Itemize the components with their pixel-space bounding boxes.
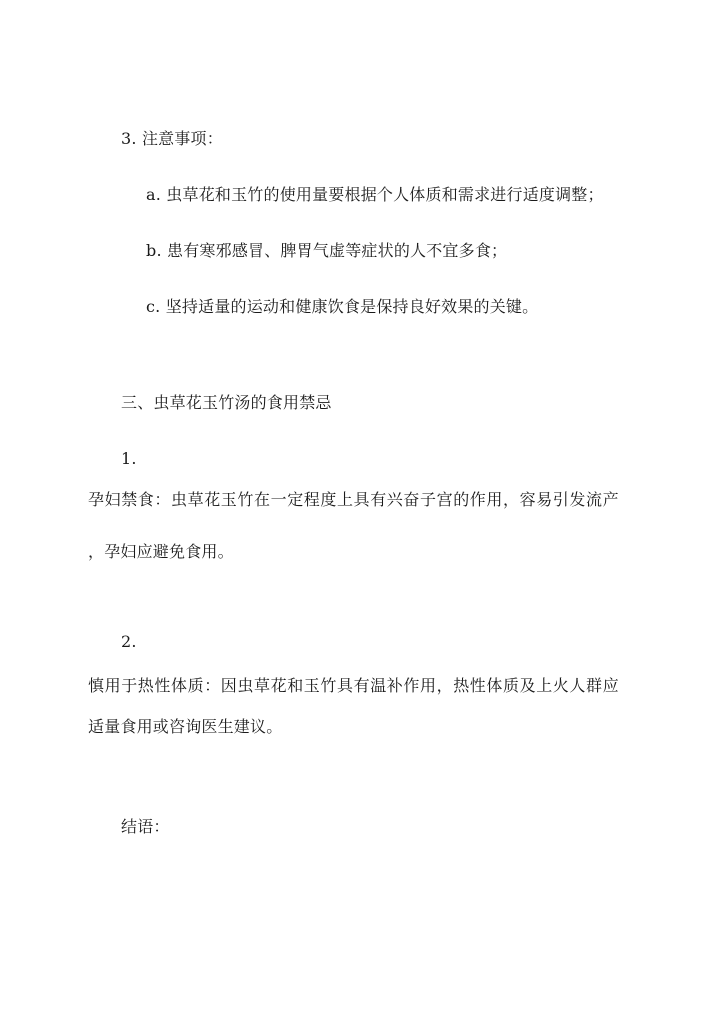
point-1-text-line-1: 孕妇禁食：虫草花玉竹在一定程度上具有兴奋子宫的作用，容易引发流产 — [88, 490, 620, 509]
note-item-a: a. 虫草花和玉竹的使用量要根据个人体质和需求进行适度调整； — [146, 185, 604, 204]
point-2-text-line-2: 适量食用或咨询医生建议。 — [88, 717, 283, 736]
point-1-text-line-2: ，孕妇应避免食用。 — [88, 542, 234, 561]
note-item-c: c. 坚持适量的运动和健康饮食是保持良好效果的关键。 — [146, 297, 539, 316]
conclusion-label: 结语： — [121, 817, 170, 836]
point-1-number: 1. — [121, 449, 137, 468]
section-3-title: 3. 注意事项： — [121, 129, 223, 148]
point-2-number: 2. — [121, 632, 137, 651]
point-2-text-line-1: 慎用于热性体质：因虫草花和玉竹具有温补作用，热性体质及上火人群应 — [88, 676, 620, 695]
note-item-b: b. 患有寒邪感冒、脾胃气虚等症状的人不宜多食； — [146, 241, 508, 260]
contraindications-heading: 三、虫草花玉竹汤的食用禁忌 — [121, 393, 332, 412]
